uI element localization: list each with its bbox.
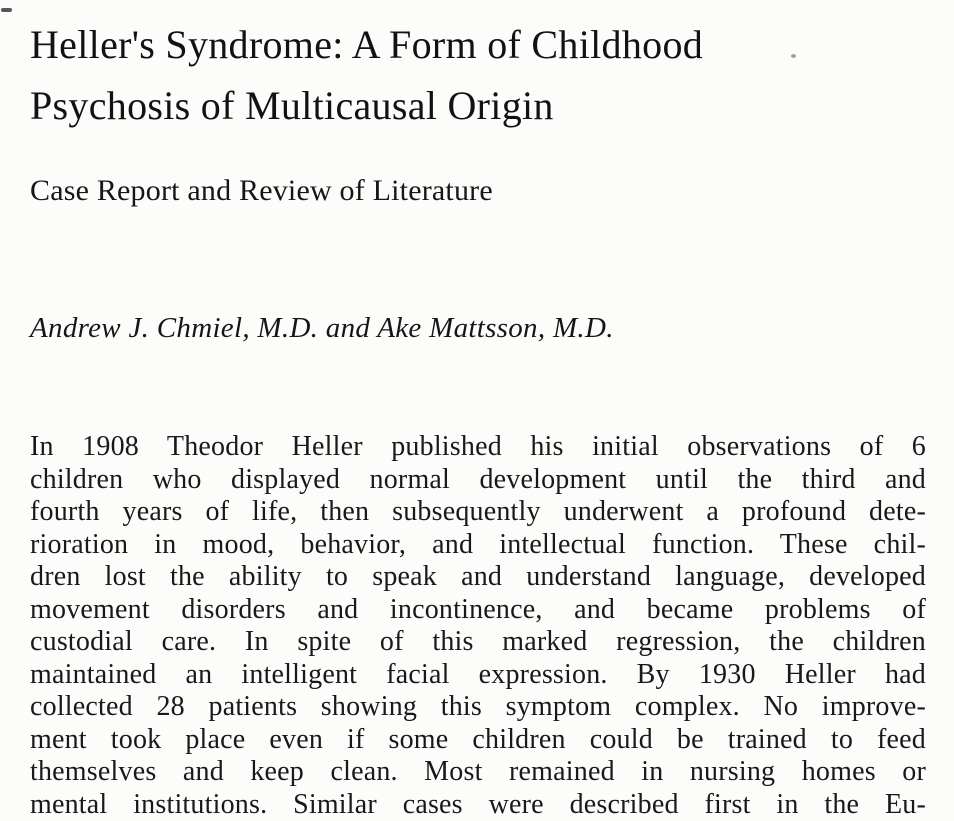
body-text-line: themselves and keep clean. Most remained in nursing homes or: [30, 756, 926, 789]
paper-title-line-1: Heller's Syndrome: A Form of Childhood: [30, 14, 926, 75]
body-text-line-clipped: mental institutions. Similar cases were described first in the Eu-: [30, 789, 926, 821]
body-text-line: maintained an intelligent facial expression. By 1930 Heller had: [30, 659, 926, 692]
body-text-line: custodial care. In spite of this marked regression, the children: [30, 626, 926, 659]
body-text-line: fourth years of life, then subsequently underwent a profound dete-: [30, 496, 926, 529]
paper-subtitle: Case Report and Review of Literature: [30, 173, 926, 209]
scan-artifact-dot: [791, 54, 796, 58]
body-text-line: movement disorders and incontinence, and became problems of: [30, 594, 926, 627]
authors-byline: Andrew J. Chmiel, M.D. and Ake Mattsson, M.D.: [30, 311, 926, 345]
body-text-line: children who displayed normal development until the third and: [30, 464, 926, 497]
body-text-line: collected 28 patients showing this symptom complex. No improve-: [30, 691, 926, 724]
body-paragraph: [30, 431, 926, 821]
body-text-line: ment took place even if some children could be trained to feed: [30, 724, 926, 757]
scan-speck-artifact: [1, 8, 12, 12]
body-text-line: rioration in mood, behavior, and intellectual function. These chil-: [30, 529, 926, 562]
paper-title-line-2: Psychosis of Multicausal Origin: [30, 75, 926, 136]
paper-title: [30, 14, 926, 136]
body-text-line: In 1908 Theodor Heller published his initial observations of 6: [30, 431, 926, 464]
body-text-line: dren lost the ability to speak and understand language, developed: [30, 561, 926, 594]
